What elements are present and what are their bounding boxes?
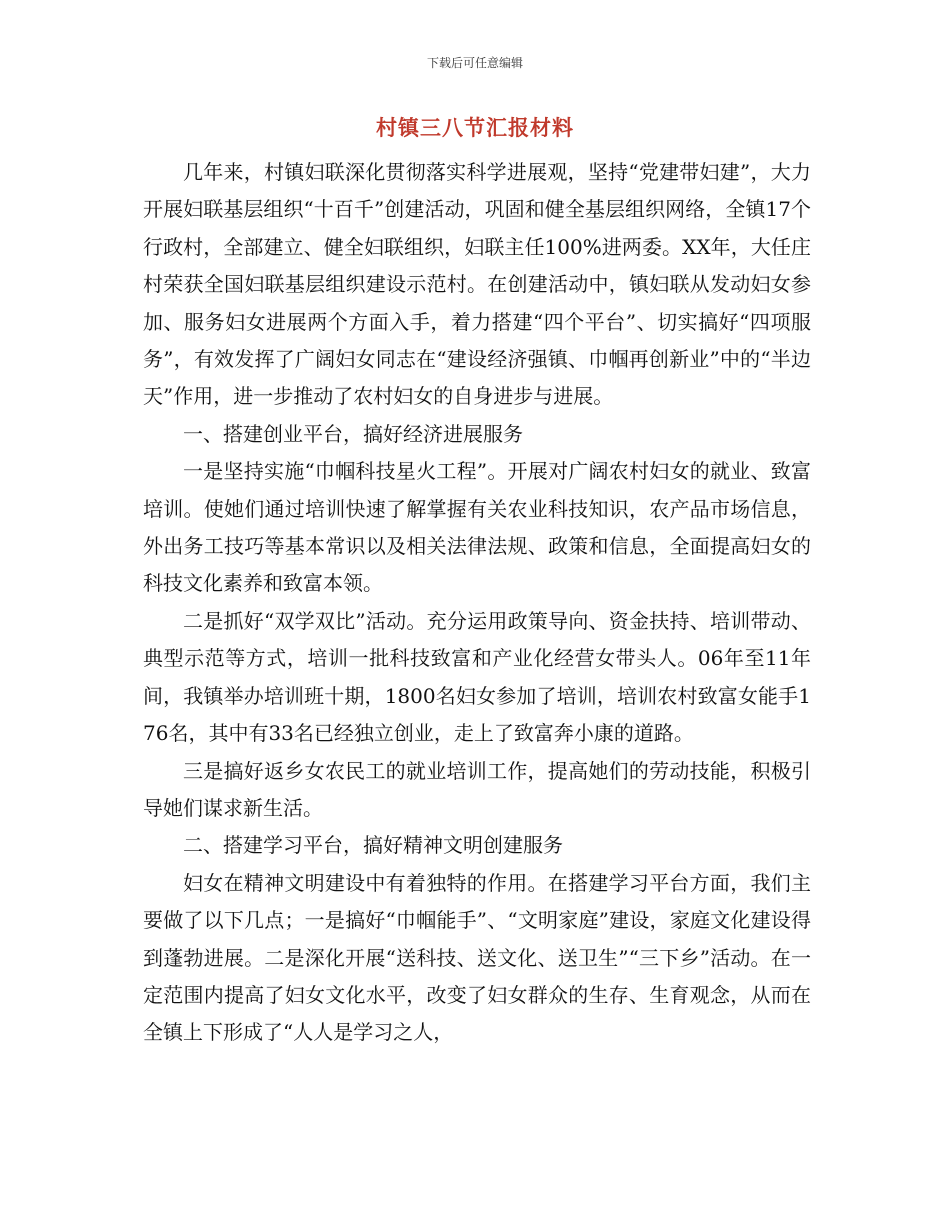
paragraph-section-2: 妇女在精神文明建设中有着独特的作用。在搭建学习平台方面，我们主要做了以下几点；一是搞好“巾帼能手”、“文明家庭”建设，家庭文化建设得到蓬勃进展。二是深化开展“送科技、送文化、送卫生”“三下乡”活动。在一定范围内提高了妇女文化水平，改变了妇女群众的生存、生育观念，从而在全镇上下形成了“人人是学习之人，: [143, 870, 811, 1045]
paragraph-intro: 几年来，村镇妇联深化贯彻落实科学进展观，坚持“党建带妇建”，大力开展妇联基层组织“十百千”创建活动，巩固和健全基层组织网络，全镇17个行政村，全部建立、健全妇联组织，妇联主任100%进两委。XX年，大任庄村荣获全国妇联基层组织建设示范村。在创建活动中，镇妇联从发动妇女参加、服务妇女进展两个方面入手，着力搭建“四个平台”、切实搞好“四项服务”，有效发挥了广阔妇女同志在“建设经济强镇、巾帼再创新业”中的“半边天”作用，进一步推动了农村妇女的自身进步与进展。: [143, 160, 811, 409]
paragraph-item-2: 二是抓好“双学双比”活动。充分运用政策导向、资金扶持、培训带动、典型示范等方式，培训一批科技致富和产业化经营女带头人。06年至11年间，我镇举办培训班十期，1800名妇女参加了培训，培训农村致富女能手176名，其中有33名已经独立创业，走上了致富奔小康的道路。: [143, 608, 811, 746]
section-heading-2: 二、搭建学习平台，搞好精神文明创建服务: [183, 833, 563, 858]
paragraph-item-1: 一是坚持实施“巾帼科技星火工程”。开展对广阔农村妇女的就业、致富培训。使她们通过培训快速了解掌握有关农业科技知识，农产品市场信息，外出务工技巧等基本常识以及相关法律法规、政策和信息，全面提高妇女的科技文化素养和致富本领。: [143, 459, 811, 596]
page-header-note: 下载后可任意编辑: [426, 56, 523, 70]
document-body: [143, 154, 811, 1052]
paragraph-item-3: 三是搞好返乡女农民工的就业培训工作，提高她们的劳动技能，积极引导她们谋求新生活。: [143, 758, 811, 820]
section-heading-1: 一、搭建创业平台，搞好经济进展服务: [183, 421, 523, 446]
document-title: 村镇三八节汇报材料: [376, 116, 574, 140]
